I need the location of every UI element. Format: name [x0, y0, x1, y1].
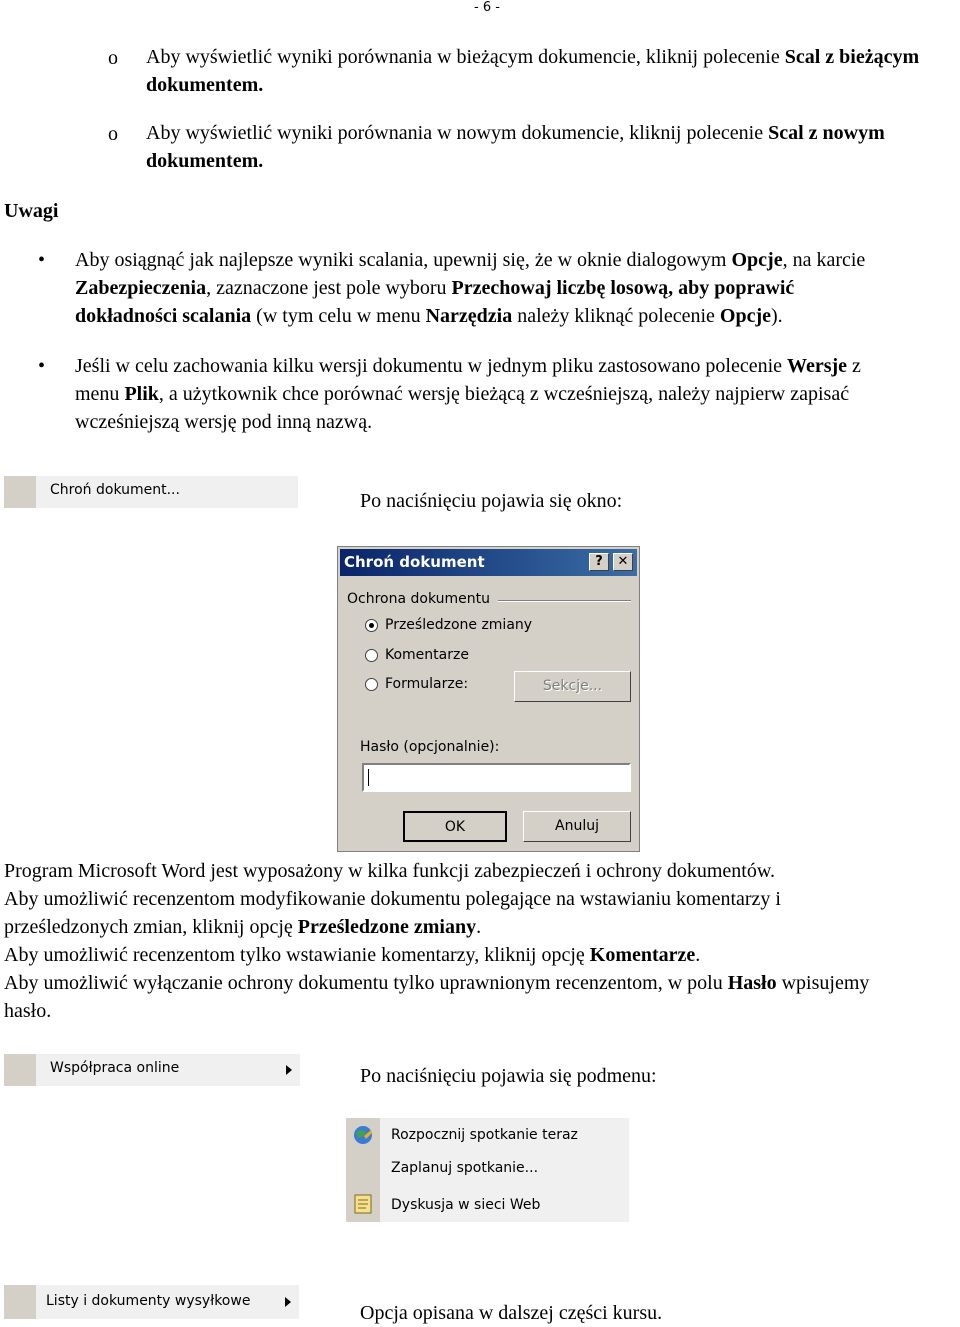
sub-bullet-text: Aby wyświetlić wyniki porównania w bieżącym dokumencie, kliknij polecenie Scal z bieżącym dokumentem. — [146, 46, 920, 96]
dialog-titlebar — [340, 549, 637, 576]
caption-window: Po naciśnięciu pojawia się okno: — [360, 490, 623, 512]
caption-later: Opcja opisana w dalszej części kursu. — [360, 1302, 663, 1324]
page-number: - 6 - — [474, 0, 500, 15]
radio-label: Komentarze — [385, 647, 469, 663]
submenu-item-schedule-meeting[interactable]: Zaplanuj spotkanie... — [391, 1160, 539, 1176]
submenu-item-start-meeting[interactable]: Rozpocznij spotkanie teraz — [391, 1127, 578, 1143]
radio-label: Prześledzone zmiany — [385, 617, 533, 633]
note-line: Aby osiągnąć jak najlepsze wyniki scalania, upewnij się, że w oknie dialogowym Opcje, na karcie — [75, 249, 866, 271]
note-line: dokładności scalania (w tym celu w menu Narzędzia należy kliknąć polecenie Opcje). — [75, 305, 783, 327]
menu-gutter — [4, 1285, 36, 1319]
paragraph: Aby umożliwić recenzentom tylko wstawianie komentarzy, kliknij opcję Komentarze. — [4, 944, 701, 966]
group-divider — [498, 600, 631, 602]
paragraph: Aby umożliwić recenzentom modyfikowanie dokumentu polegające na wstawianiu komentarzy i — [4, 888, 781, 910]
discussion-icon — [354, 1194, 372, 1214]
menu-gutter — [4, 1054, 36, 1086]
menu-item-online-collaboration[interactable] — [4, 1054, 300, 1086]
sub-bullet-marker: o — [108, 47, 118, 69]
menu-item-label: Chroń dokument... — [50, 482, 180, 498]
text-cursor — [368, 769, 369, 786]
menu-item-label: Listy i dokumenty wysyłkowe — [46, 1293, 251, 1309]
sub-bullet-text: Aby wyświetlić wyniki porównania w nowym dokumencie, kliknij polecenie Scal z nowym dokumentem. — [146, 122, 885, 172]
ok-button[interactable]: OK — [403, 811, 507, 842]
paragraph: Aby umożliwić wyłączanie ochrony dokumentu tylko uprawnionym recenzentom, w polu Hasło wpisujemy — [4, 972, 870, 994]
bullet-dot: • — [38, 355, 46, 377]
menu-item-label: Współpraca online — [50, 1060, 180, 1076]
submenu-arrow-icon — [285, 1297, 291, 1307]
password-label: Hasło (opcjonalnie): — [360, 739, 500, 755]
submenu-item-web-discussion[interactable]: Dyskusja w sieci Web — [391, 1197, 541, 1213]
radio-comments[interactable] — [365, 649, 378, 662]
cancel-button[interactable]: Anuluj — [523, 811, 631, 842]
submenu-arrow-icon — [286, 1065, 292, 1075]
caption-submenu: Po naciśnięciu pojawia się podmenu: — [360, 1065, 657, 1087]
radio-tracked-changes[interactable] — [365, 619, 378, 632]
paragraph: hasło. — [4, 1000, 52, 1022]
group-label: Ochrona dokumentu — [347, 591, 490, 607]
meeting-icon — [352, 1124, 374, 1146]
bullet-dot: • — [38, 249, 46, 271]
sections-button[interactable]: Sekcje... — [514, 671, 631, 702]
radio-forms[interactable] — [365, 678, 378, 691]
protect-document-dialog — [337, 546, 640, 852]
help-button[interactable]: ? — [589, 553, 609, 571]
dialog-title: Chroń dokument — [344, 553, 485, 571]
paragraph: prześledzonych zmian, kliknij opcję Prześledzone zmiany. — [4, 916, 482, 938]
note-line: menu Plik, a użytkownik chce porównać wersję bieżącą z wcześniejszą, należy najpierw zapisać — [75, 383, 850, 405]
uwagi-heading: Uwagi — [4, 200, 59, 222]
note-line: Jeśli w celu zachowania kilku wersji dokumentu w jednym pliku zastosowano polecenie Wersje z — [75, 355, 861, 377]
sub-bullet-marker: o — [108, 123, 118, 145]
note-line: Zabezpieczenia, zaznaczone jest pole wyboru Przechowaj liczbę losową, aby poprawić — [75, 277, 795, 299]
password-field[interactable] — [362, 763, 631, 792]
close-button[interactable]: ✕ — [613, 553, 633, 571]
menu-item-mailings[interactable] — [4, 1285, 299, 1319]
menu-item-protect-document[interactable] — [4, 476, 298, 508]
note-line: wcześniejszą wersję pod inną nazwą. — [75, 411, 373, 433]
radio-label: Formularze: — [385, 676, 469, 692]
paragraph: Program Microsoft Word jest wyposażony w kilka funkcji zabezpieczeń i ochrony dokumentów. — [4, 860, 775, 882]
menu-gutter — [4, 476, 36, 508]
online-submenu — [346, 1118, 629, 1222]
